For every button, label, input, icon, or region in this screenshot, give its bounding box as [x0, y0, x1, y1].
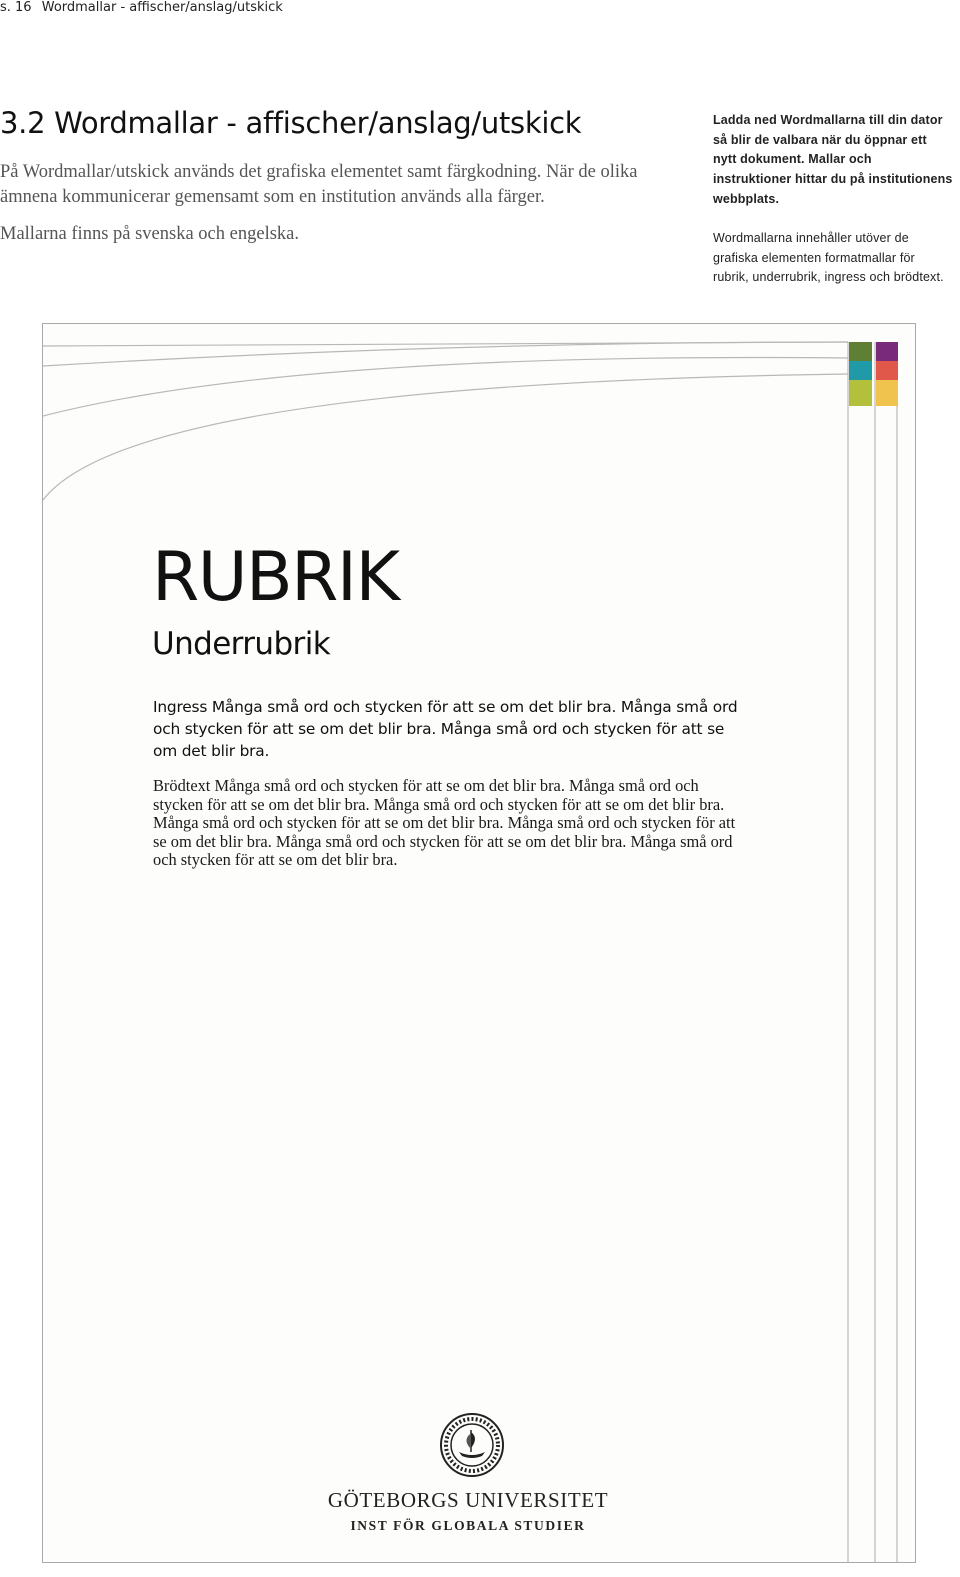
- department-name: INST FÖR GLOBALA STUDIER: [350, 1518, 586, 1533]
- color-swatch-green: [849, 342, 872, 361]
- sidenote-contents: Wordmallarna innehåller utöver de grafiska elementen formatmallar för rubrik, underrubrik, ingress och brödtext.: [713, 231, 944, 285]
- university-name: GÖTEBORGS UNIVERSITET: [327, 1488, 609, 1512]
- color-swatch-yellow: [876, 380, 898, 406]
- color-swatch-lime: [849, 380, 872, 406]
- section-title: 3.2 Wordmallar - affischer/anslag/utskick: [0, 106, 582, 140]
- brodtext-text: Brödtext Många små ord och stycken för att se om det blir bra. Många små ord och stycken för att se om det blir bra. Många små ord och stycken för att se om det blir bra. Många små ord och stycken för att se om det blir bra. Många små ord och stycken för att se om det blir bra. Många små ord och stycken för att se om det blir bra. Många små ord och stycken för att se om det blir bra.: [153, 776, 736, 869]
- underrubrik-heading: Underrubrik: [152, 626, 331, 662]
- color-swatch-teal: [849, 361, 872, 380]
- poster-template-preview: [42, 323, 916, 1563]
- university-seal-icon: [439, 1412, 505, 1478]
- running-section: Wordmallar - affischer/anslag/utskick: [41, 0, 283, 15]
- color-swatch-purple: [876, 342, 898, 361]
- rubrik-heading: RUBRIK: [152, 538, 399, 617]
- running-header: [0, 0, 283, 15]
- intro-paragraph-languages: Mallarna finns på svenska och engelska.: [0, 224, 299, 244]
- ingress-text: Ingress Många små ord och stycken för att se om det blir bra. Många små ord och stycken för att se om det blir bra. Många små ord och stycken för att se om det blir bra.: [153, 698, 738, 760]
- color-swatch-red: [876, 361, 898, 380]
- page-number: s. 16: [0, 0, 32, 15]
- graphic-element: [43, 324, 915, 1562]
- sidenote-download: Ladda ned Wordmallarna till din dator så blir de valbara när du öppnar ett nytt dokument. Mallar och instruktioner hittar du på institutionens webbplats.: [713, 113, 953, 206]
- intro-paragraph: På Wordmallar/utskick används det grafiska elementet samt färgkodning. När de olika ämnena kommunicerar gemensamt som en institution används alla färger.: [0, 162, 638, 207]
